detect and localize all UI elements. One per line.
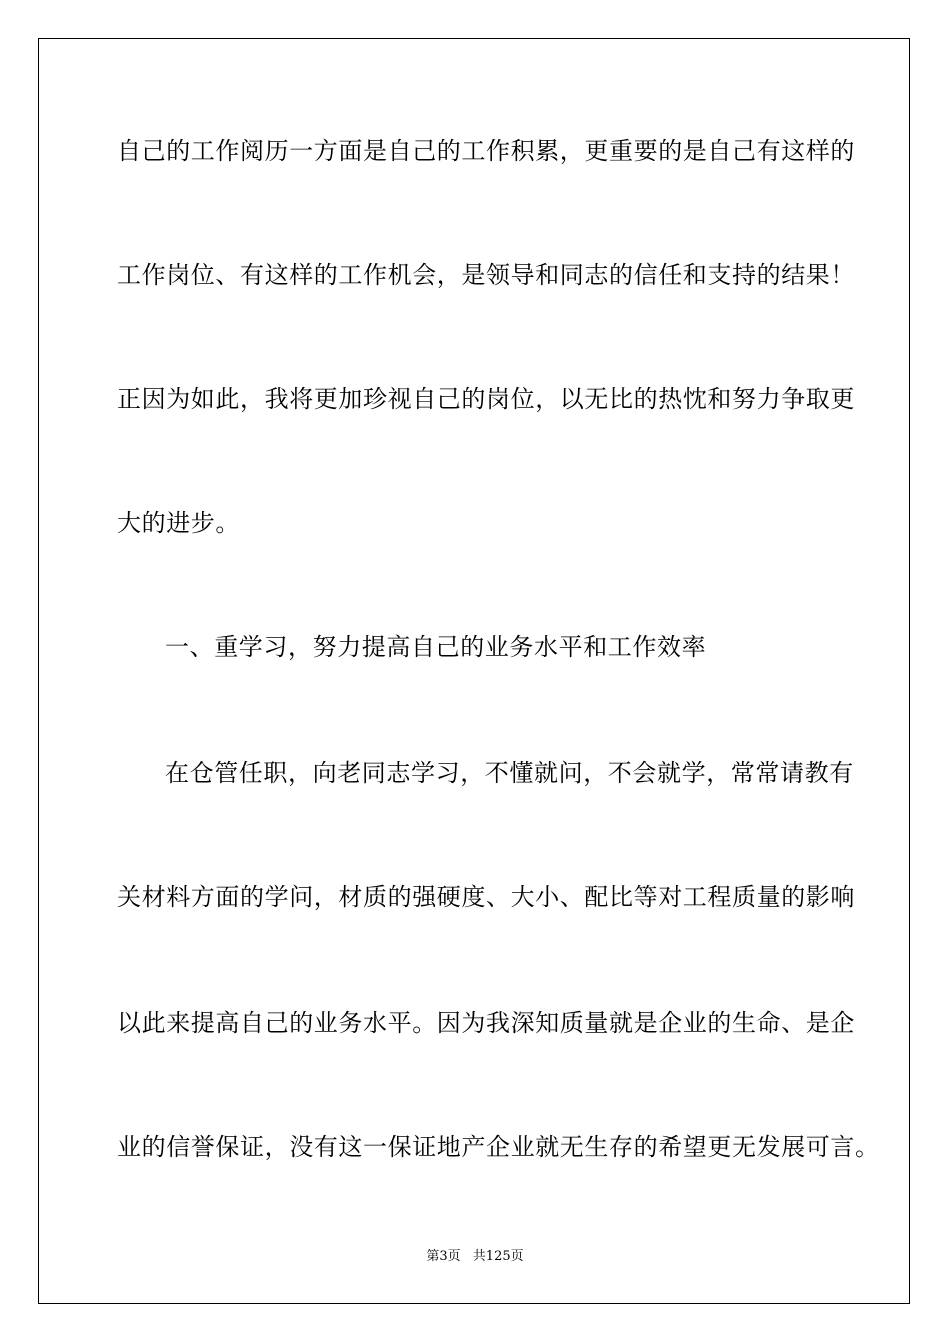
text-line: 关材料方面的学问，材质的强硬度、大小、配比等对工程质量的影响 <box>117 883 855 911</box>
section-heading: 一、重学习，努力提高自己的业务水平和工作效率 <box>165 633 707 661</box>
text-line: 正因为如此，我将更加珍视自己的岗位，以无比的热忱和努力争取更 <box>117 385 855 413</box>
text-line: 工作岗位、有这样的工作机会，是领导和同志的信任和支持的结果！ <box>117 261 855 289</box>
page-number: 第3页 <box>426 1249 461 1264</box>
page-footer <box>0 1248 950 1266</box>
text-line: 大的进步。 <box>117 509 240 537</box>
text-line: 自己的工作阅历一方面是自己的工作积累，更重要的是自己有这样的 <box>117 137 855 165</box>
text-line: 以此来提高自己的业务水平。因为我深知质量就是企业的生命、是企 <box>117 1009 855 1037</box>
page-border <box>38 38 910 1304</box>
page-total: 共125页 <box>472 1249 524 1264</box>
text-line: 业的信誉保证，没有这一保证地产企业就无生存的希望更无发展可言。 <box>117 1133 880 1161</box>
text-line: 在仓管任职，向老同志学习，不懂就问，不会就学，常常请教有 <box>165 759 854 787</box>
